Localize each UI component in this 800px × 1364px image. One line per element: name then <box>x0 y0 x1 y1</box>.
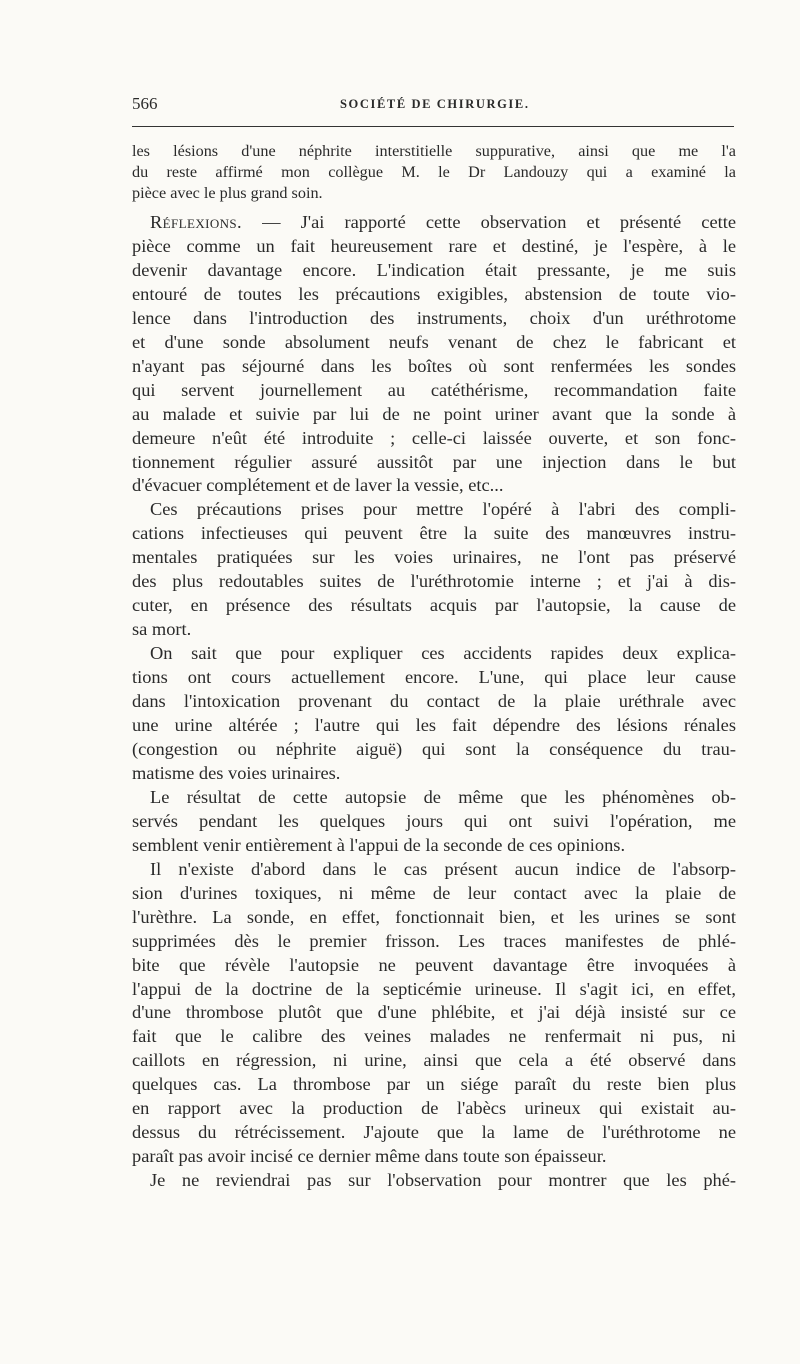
header-rule <box>132 126 734 127</box>
text-line: entouré de toutes les précautions exigibles, abstension de toute vio- <box>132 283 736 304</box>
text-line: pièce comme un fait heureusement rare et destiné, je l'espère, à le <box>132 235 736 256</box>
text-line: fait que le calibre des veines malades ne renfermait ni pus, ni <box>132 1026 736 1047</box>
text-line: l'urèthre. La sonde, en effet, fonctionnait bien, et les urines se sont <box>132 906 736 927</box>
text-line: tionnement régulier assuré aussitôt par une injection dans le but <box>132 451 736 472</box>
text-line: semblent venir entièrement à l'appui de la seconde de ces opinions. <box>132 834 626 855</box>
text-line: des plus redoutables suites de l'uréthrotomie interne ; et j'ai à dis- <box>132 571 736 592</box>
text-line: paraît pas avoir incisé ce dernier même dans toute son épaisseur. <box>132 1146 607 1167</box>
text-line: une urine altérée ; l'autre qui les fait dépendre des lésions rénales <box>132 715 736 736</box>
text-line: tions ont cours actuellement encore. L'une, qui place leur cause <box>132 667 736 688</box>
running-title: SOCIÉTÉ DE CHIRURGIE. <box>340 97 530 111</box>
text-line: dessus du rétrécissement. J'ajoute que la lame de l'uréthrotome ne <box>132 1122 736 1143</box>
text-line: demeure n'eût été introduite ; celle-ci laissée ouverte, et son fonc- <box>132 427 736 448</box>
text-line: dans l'intoxication provenant du contact de la plaie uréthrale avec <box>132 691 736 712</box>
text-line: cations infectieuses qui peuvent être la suite des manœuvres instru- <box>132 523 736 544</box>
reflexions-label: Réflexions. <box>150 212 243 232</box>
text-line: qui servent journellement au catéthérisme, recommandation faite <box>132 379 736 400</box>
text-line: devenir davantage encore. L'indication était pressante, je me suis <box>132 259 736 280</box>
text-line: pièce avec le plus grand soin. <box>132 184 323 202</box>
text-line: en rapport avec la production de l'abècs urineux qui existait au- <box>132 1098 736 1119</box>
book-page <box>132 92 736 1191</box>
text-line: au malade et suivie par lui de ne point uriner avant que la sonde à <box>132 403 736 424</box>
text-line: quelques cas. La thrombose par un siége paraît du reste bien plus <box>132 1074 736 1095</box>
continued-paragraph <box>132 141 736 204</box>
text-line: matisme des voies urinaires. <box>132 762 341 783</box>
text-line: Ces précautions prises pour mettre l'opéré à l'abri des compli- <box>150 499 736 520</box>
page-number: 566 <box>132 94 158 113</box>
text-line: lence dans l'introduction des instruments, choix d'un uréthrotome <box>132 307 736 328</box>
text-line: Réflexions. — J'ai rapporté cette observation et présenté cette <box>150 212 736 232</box>
text-line: d'évacuer complétement et de laver la vessie, etc... <box>132 475 504 496</box>
text-line: cuter, en présence des résultats acquis par l'autopsie, la cause de <box>132 595 736 616</box>
text-line: du reste affirmé mon collègue M. le Dr Landouzy qui a examiné la <box>132 163 736 181</box>
text-line: caillots en régression, ni urine, ainsi que cela a été observé dans <box>132 1050 736 1071</box>
text-line: d'une thrombose plutôt que d'une phlébite, et j'ai déjà insisté sur ce <box>132 1002 736 1023</box>
text-line: sion d'urines toxiques, ni même de leur contact avec la plaie de <box>132 882 736 903</box>
text-line: sa mort. <box>132 619 192 640</box>
page-header <box>132 92 736 116</box>
text-line: Le résultat de cette autopsie de même que les phénomènes ob- <box>150 786 736 807</box>
text-line: Il n'existe d'abord dans le cas présent aucun indice de l'absorp- <box>150 858 736 879</box>
text-line: mentales pratiquées sur les voies urinaires, ne l'ont pas préservé <box>132 547 736 568</box>
body-text <box>132 211 736 1193</box>
text-line: les lésions d'une néphrite interstitielle suppurative, ainsi que me l'a <box>132 142 736 160</box>
text-line: servés pendant les quelques jours qui ont suivi l'opération, me <box>132 810 736 831</box>
text-line: Je ne reviendrai pas sur l'observation pour montrer que les phé- <box>150 1170 736 1191</box>
text-line: l'appui de la doctrine de la septicémie urineuse. Il s'agit ici, en effet, <box>132 978 736 999</box>
text-line: supprimées dès le premier frisson. Les traces manifestes de phlé- <box>132 930 736 951</box>
text-line: n'ayant pas séjourné dans les boîtes où sont renfermées les sondes <box>132 355 736 376</box>
text-line: On sait que pour expliquer ces accidents rapides deux explica- <box>150 643 736 664</box>
text-line: bite que révèle l'autopsie ne peuvent davantage être invoquées à <box>132 954 736 975</box>
text-line: (congestion ou néphrite aiguë) qui sont la conséquence du trau- <box>132 738 736 759</box>
text-line: et d'une sonde absolument neufs venant de chez le fabricant et <box>132 331 736 352</box>
